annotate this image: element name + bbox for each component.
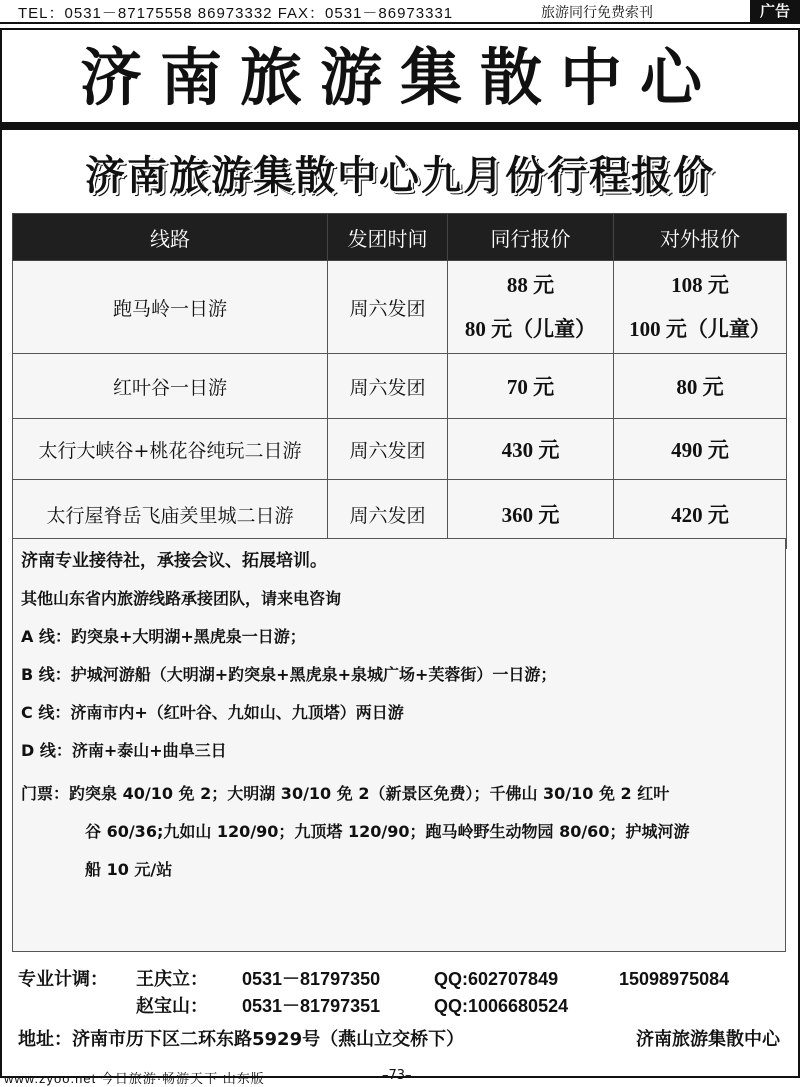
title-divider [2,122,798,130]
trade-price-adult: 88 元 [506,273,555,297]
route-cell: 太行大峡谷+桃花谷纯玩二日游 [13,419,328,480]
note-reception: 济南专业接待社，承接会议、拓展培训。 [21,551,327,571]
header-route: 线路 [13,214,328,261]
route-cell: 红叶谷一日游 [13,354,328,419]
contact-mobile-1: 15098975084 [619,969,730,989]
public-price-adult: 108 元 [671,273,729,297]
route-cell: 跑马岭一日游 [13,261,328,354]
address-org: 济南旅游集散中心 [636,1029,780,1050]
contact-label: 专业计调： [18,969,108,990]
header-tagline: 旅游同行免费索刊 [541,5,653,21]
time-cell: 周六发团 [328,261,448,354]
route-a: A 线：趵突泉+大明湖+黑虎泉一日游； [21,627,306,646]
contact-name-2: 赵宝山： [136,996,208,1017]
page-number: –73– [382,1068,412,1083]
time-cell: 周六发团 [328,419,448,480]
route-cell: 太行屋脊岳飞庙羑里城二日游 [13,480,328,549]
header-time: 发团时间 [328,214,448,261]
note-other-routes: 其他山东省内旅游线路承接团队，请来电咨询 [21,589,342,608]
table-row [13,354,787,419]
header-trade-price: 同行报价 [448,214,614,261]
address-text: 地址：济南市历下区二环东路5929号（燕山立交桥下） [18,1029,465,1050]
public-price-cell: 80 元 [614,354,787,419]
contact-qq-1: QQ:602707849 [434,969,559,989]
contact-row-2 [18,993,788,1020]
public-price-cell: 490 元 [614,419,787,480]
table-row [13,261,787,354]
contact-block [18,966,788,1020]
tickets-line-3: 船 10 元/站 [85,860,173,879]
header-public-price: 对外报价 [614,214,787,261]
notes-box [12,538,786,952]
table-row [13,419,787,480]
time-cell: 周六发团 [328,354,448,419]
address-line [18,1026,788,1054]
trade-price-cell: 70 元 [448,354,614,419]
trade-price-cell: 360 元 [448,480,614,549]
time-cell: 周六发团 [328,480,448,549]
contact-phone-1: 0531－81797350 [242,969,381,989]
contact-row-1 [18,966,788,993]
footer-site: www.zyoo.net 今日旅游·畅游天下 山东版 [4,1071,265,1086]
ad-badge: 广告 [750,0,800,22]
trade-price-cell [448,261,614,354]
contact-phone-2: 0531－81797351 [242,996,381,1016]
route-c: C 线：济南市内+（红叶谷、九如山、九顶塔）两日游 [21,703,404,722]
price-table [12,213,787,549]
page-subtitle: 济南旅游集散中心九月份行程报价 [85,153,715,199]
table-header-row [13,214,787,261]
public-price-cell: 420 元 [614,480,787,549]
top-bar [0,0,800,24]
public-price-cell [614,261,787,354]
tickets-label: 门票： [21,784,70,803]
footer [0,1064,800,1086]
page-title: 济南旅游集散中心 [79,41,720,114]
header-contact: TEL：0531－87175558 86973332 FAX：0531－86973331 [18,5,454,22]
route-b: B 线：护城河游船（大明湖+趵突泉+黑虎泉+泉城广场+芙蓉街）一日游； [21,665,557,684]
trade-price-child: 80 元（儿童） [464,317,597,341]
contact-name-1: 王庆立： [136,969,208,990]
public-price-child: 100 元（儿童） [629,317,771,341]
tickets-line-1 [21,775,775,813]
tickets-text-1: 趵突泉 40/10 免 2；大明湖 30/10 免 2（新景区免费）；千佛山 30/10 免 2 红叶 [69,784,670,803]
tickets-line-2: 谷 60/36;九如山 120/90；九顶塔 120/90；跑马岭野生动物园 80/60；护城河游 [85,822,690,841]
route-d: D 线：济南+泰山+曲阜三日 [21,741,227,760]
contact-qq-2: QQ:1006680524 [434,996,569,1016]
trade-price-cell: 430 元 [448,419,614,480]
